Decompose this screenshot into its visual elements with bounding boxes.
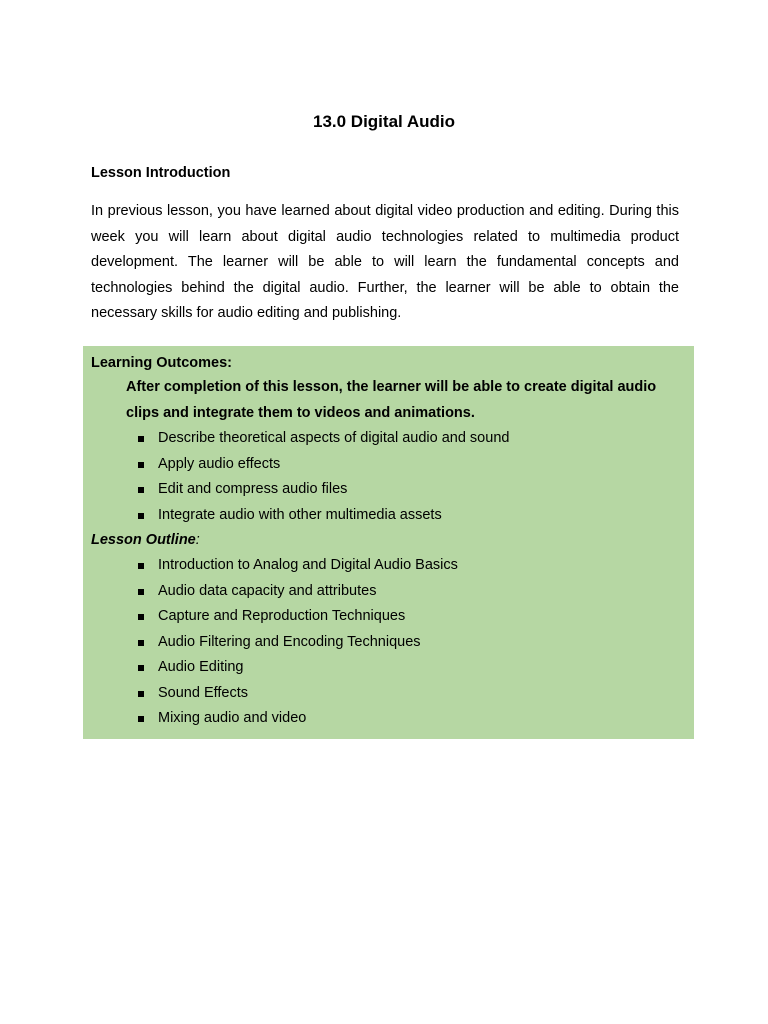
list-item-text: Sound Effects: [158, 684, 249, 701]
list-item: [91, 477, 686, 503]
lesson-outline-heading: [91, 528, 686, 553]
square-bullet-icon: [138, 513, 144, 519]
square-bullet-icon: [138, 563, 144, 569]
list-item: [91, 604, 686, 630]
square-bullet-icon: [138, 487, 144, 493]
list-item-text: Introduction to Analog and Digital Audio Basics: [158, 557, 458, 573]
list-item: [91, 452, 686, 478]
square-bullet-icon: [138, 436, 144, 442]
lesson-outline-heading-text: Lesson Outline: [91, 532, 196, 548]
list-item-text: Describe theoretical aspects of digital audio and sound: [158, 430, 510, 446]
list-item-text: Edit and compress audio files: [158, 481, 348, 497]
list-item: [91, 655, 686, 681]
lesson-outline-heading-colon: :: [195, 532, 200, 548]
list-item: [91, 553, 686, 579]
square-bullet-icon: [138, 640, 144, 646]
list-item: [91, 706, 686, 732]
square-bullet-icon: [138, 462, 144, 468]
learning-outcomes-heading: Learning Outcomes:: [91, 355, 232, 371]
list-item-text: Apply audio effects: [158, 455, 281, 472]
square-bullet-icon: [138, 716, 144, 722]
list-item-text: Audio Filtering and Encoding Techniques: [158, 633, 421, 650]
lesson-introduction-heading: Lesson Introduction: [91, 165, 231, 181]
square-bullet-icon: [138, 665, 144, 671]
page-title: 13.0 Digital Audio: [312, 112, 455, 131]
learning-outcomes-list: [91, 426, 686, 528]
lesson-outline-list: [91, 553, 686, 732]
list-item-text: Audio data capacity and attributes: [158, 582, 377, 599]
list-item: [91, 503, 686, 529]
learning-outcomes-statement: After completion of this lesson, the learner will be able to create digital audio clips and integrate them to videos and animations.: [126, 379, 657, 421]
list-item: [91, 630, 686, 656]
list-item-text: Audio Editing: [158, 659, 244, 675]
list-item: [91, 579, 686, 605]
list-item-text: Capture and Reproduction Techniques: [158, 608, 406, 624]
square-bullet-icon: [138, 614, 144, 620]
square-bullet-icon: [138, 589, 144, 595]
learning-box: [83, 346, 694, 739]
list-item: [91, 426, 686, 452]
list-item: [91, 681, 686, 707]
square-bullet-icon: [138, 691, 144, 697]
lesson-introduction-paragraph: In previous lesson, you have learned about digital video production and editing. During this week you will learn about digital audio technologies related to multimedia product development. The learner will be able to will learn the fundamental concepts and technologies behind the digital audio. Further, the learner will be able to obtain the necessary skills for audio editing and publishing.: [91, 203, 679, 321]
list-item-text: Mixing audio and video: [158, 710, 307, 726]
list-item-text: Integrate audio with other multimedia assets: [158, 506, 442, 523]
